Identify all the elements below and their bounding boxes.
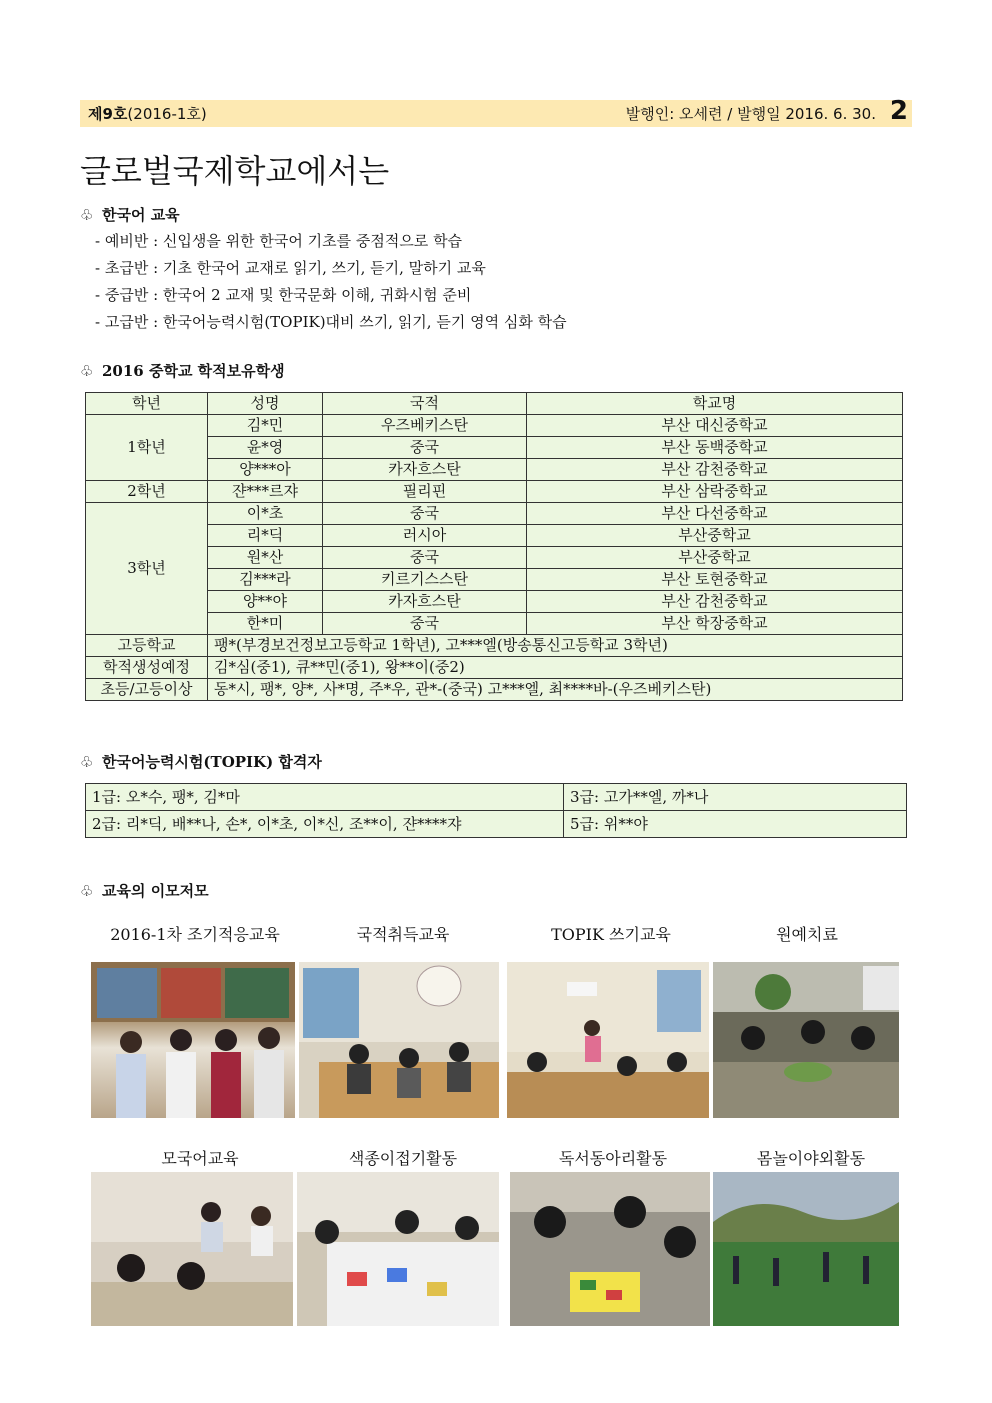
nationality-cell: 카자흐스탄 [323, 591, 527, 613]
nationality-cell: 중국 [323, 437, 527, 459]
name-cell: 김*민 [208, 415, 323, 437]
grade-cell: 2학년 [86, 481, 208, 503]
photo-origami-image [297, 1172, 499, 1326]
category-cell: 초등/고등이상 [86, 679, 208, 701]
nationality-cell: 중국 [323, 503, 527, 525]
school-cell: 부산 다선중학교 [527, 503, 903, 525]
topik-cell: 1급: 오*수, 팽*, 김*마 [86, 784, 564, 811]
name-cell: 윤*영 [208, 437, 323, 459]
topik-cell: 5급: 위**야 [564, 811, 907, 838]
edu-item: - 고급반 : 한국어능력시험(TOPIK)대비 쓰기, 읽기, 듣기 영역 심화 학습 [95, 313, 567, 331]
school-cell: 부산 감천중학교 [527, 459, 903, 481]
photo-caption: 몸놀이야외활동 [756, 1149, 866, 1168]
name-cell: 원*산 [208, 547, 323, 569]
name-cell: 양***아 [208, 459, 323, 481]
section-heading-topik: ♧ 한국어능력시험(TOPIK) 합격자 [80, 753, 322, 771]
photo-caption: 독서동아리활동 [558, 1149, 668, 1168]
school-cell: 부산중학교 [527, 547, 903, 569]
section-heading-students: ♧ 2016 중학교 학적보유학생 [80, 362, 285, 380]
photo-origami [297, 1172, 499, 1326]
school-cell: 부산 토현중학교 [527, 569, 903, 591]
column-header: 학년 [86, 393, 208, 415]
table-row [86, 569, 903, 591]
name-cell: 리*딕 [208, 525, 323, 547]
table-row [86, 503, 903, 525]
page-title: 글로벌국제학교에서는 [80, 152, 390, 190]
school-cell: 부산 학장중학교 [527, 613, 903, 635]
category-cell: 학적생성예정 [86, 657, 208, 679]
photo-mother-tongue [91, 1172, 293, 1326]
section-heading-gallery: ♧ 교육의 이모저모 [80, 882, 209, 900]
nationality-cell: 중국 [323, 547, 527, 569]
table-row [86, 481, 903, 503]
nationality-cell: 중국 [323, 613, 527, 635]
name-cell: 쟌***르쟈 [208, 481, 323, 503]
table-row [86, 591, 903, 613]
table-row [86, 657, 903, 679]
publisher-info: 발행인: 오세련 / 발행일 2016. 6. 30. [625, 105, 876, 123]
table-row [86, 415, 903, 437]
school-cell: 부산 동백중학교 [527, 437, 903, 459]
table-header-row [86, 393, 903, 415]
table-row [86, 525, 903, 547]
edu-item: - 예비반 : 신입생을 위한 한국어 기초를 중점적으로 학습 [95, 232, 463, 250]
table-row [86, 547, 903, 569]
photo-naturalization-image [299, 962, 499, 1118]
table-row [86, 613, 903, 635]
section-heading-korean-edu: ♧ 한국어 교육 [80, 206, 180, 224]
photo-outdoor-play [713, 1172, 899, 1326]
detail-cell: 김*심(중1), 큐**민(중1), 왕**이(중2) [208, 657, 903, 679]
page-number: 2 [889, 96, 908, 126]
school-cell: 부산중학교 [527, 525, 903, 547]
issue-label: 제9호(2016-1호) [88, 105, 207, 123]
edu-item: - 중급반 : 한국어 2 교재 및 한국문화 이해, 귀화시험 준비 [95, 286, 472, 304]
clover-icon: ♧ [80, 753, 94, 771]
column-header: 성명 [208, 393, 323, 415]
name-cell: 양**야 [208, 591, 323, 613]
nationality-cell: 카자흐스탄 [323, 459, 527, 481]
photo-mother-tongue-image [91, 1172, 293, 1326]
topik-table [85, 783, 907, 838]
photo-topik-writing-image [507, 962, 709, 1118]
table-row [86, 437, 903, 459]
column-header: 국적 [323, 393, 527, 415]
photo-naturalization [299, 962, 499, 1118]
photo-topik-writing [507, 962, 709, 1118]
name-cell: 한*미 [208, 613, 323, 635]
photo-horticulture-image [713, 962, 899, 1118]
photo-caption: 원예치료 [776, 925, 838, 944]
topik-cell: 2급: 리*딕, 배**나, 손*, 이*초, 이*신, 조**이, 쟌****쟈 [86, 811, 564, 838]
nationality-cell: 필리핀 [323, 481, 527, 503]
table-row [86, 679, 903, 701]
column-header: 학교명 [527, 393, 903, 415]
photo-caption: 색종이접기활동 [348, 1149, 458, 1168]
clover-icon: ♧ [80, 206, 94, 224]
photo-early-adaptation-image [91, 962, 295, 1118]
school-cell: 부산 삼락중학교 [527, 481, 903, 503]
category-cell: 고등학교 [86, 635, 208, 657]
photo-horticulture [713, 962, 899, 1118]
detail-cell: 팽*(부경보건정보고등학교 1학년), 고***엘(방송통신고등학교 3학년) [208, 635, 903, 657]
edu-item: - 초급반 : 기초 한국어 교재로 읽기, 쓰기, 듣기, 말하기 교육 [95, 259, 486, 277]
table-row [86, 459, 903, 481]
photo-reading-club [510, 1172, 710, 1326]
photo-early-adaptation [91, 962, 295, 1118]
clover-icon: ♧ [80, 362, 94, 380]
detail-cell: 동*시, 팽*, 양*, 사*명, 주*우, 관*-(중국) 고***엘, 최****바-(우즈베키스탄) [208, 679, 903, 701]
name-cell: 이*초 [208, 503, 323, 525]
table-row [86, 784, 907, 811]
school-cell: 부산 감천중학교 [527, 591, 903, 613]
photo-caption: 2016-1차 조기적응교육 [110, 925, 280, 944]
photo-caption: TOPIK 쓰기교육 [551, 925, 671, 944]
nationality-cell: 러시아 [323, 525, 527, 547]
photo-reading-club-image [510, 1172, 710, 1326]
grade-cell: 3학년 [86, 503, 208, 635]
clover-icon: ♧ [80, 882, 94, 900]
nationality-cell: 키르기스스탄 [323, 569, 527, 591]
topik-cell: 3급: 고가**엘, 까*나 [564, 784, 907, 811]
photo-caption: 국적취득교육 [356, 925, 450, 944]
school-cell: 부산 대신중학교 [527, 415, 903, 437]
table-row [86, 635, 903, 657]
nationality-cell: 우즈베키스탄 [323, 415, 527, 437]
photo-caption: 모국어교육 [161, 1149, 239, 1168]
table-row [86, 811, 907, 838]
photo-outdoor-play-image [713, 1172, 899, 1326]
grade-cell: 1학년 [86, 415, 208, 481]
name-cell: 김***라 [208, 569, 323, 591]
students-table [85, 392, 903, 701]
